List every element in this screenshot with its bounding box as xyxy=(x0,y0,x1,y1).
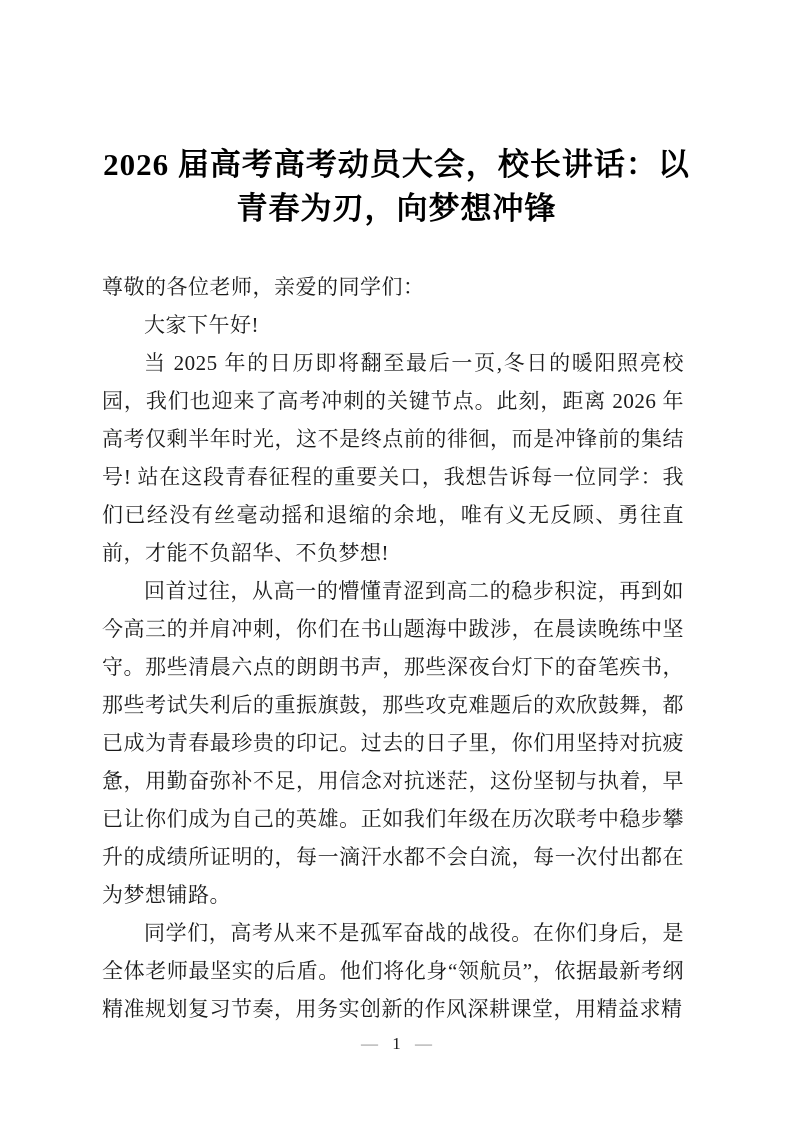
title-line-2: 青春为刃，向梦想冲锋 xyxy=(236,191,557,226)
footer-dash-right: — xyxy=(415,1034,432,1053)
paragraph: 回首过往，从高一的懵懂青涩到高二的稳步积淀，再到如今高三的并肩冲刺，你们在书山题海中跋涉，在晨读晚练中坚守。那些清晨六点的朗朗书声，那些深夜台灯下的奋笔疾书，那些考试失利后的重振旗鼓，那些攻克难题后的欢欣鼓舞，都已成为青春最珍贵的印记。过去的日子里，你们用坚持对抗疲惫，用勤奋弥补不足，用信念对抗迷茫，这份坚韧与执着，早已让你们成为自己的英雄。正如我们年级在历次联考中稳步攀升的成绩所证明的，每一滴汗水都不会白流，每一次付出都在为梦想铺路。 xyxy=(102,579,684,907)
paragraph: 尊敬的各位老师，亲爱的同学们： xyxy=(102,275,425,299)
paragraph: 当 2025 年的日历即将翻至最后一页,冬日的暖阳照亮校园，我们也迎来了高考冲刺的关键节点。此刻，距离 2026 年高考仅剩半年时光，这不是终点前的徘徊，而是冲锋前的集结号! 站在这段青春征程的重要关口，我想告诉每一位同学：我们已经没有丝毫动摇和退缩的余地，唯有义无反顾、勇往直前，才能不负韶华、不负梦想! xyxy=(102,351,684,565)
footer-dash-left: — xyxy=(361,1034,378,1053)
title-line-1: 2026 届高考高考动员大会，校长讲话：以 xyxy=(103,147,690,182)
page-number: 1 xyxy=(392,1034,401,1053)
page-footer xyxy=(0,1032,793,1056)
paragraph: 同学们，高考从来不是孤军奋战的战役。在你们身后，是全体老师最坚实的后盾。他们将化身“领航员”，依据最新考纲精准规划复习节奏，用务实创新的作风深耕课堂，用精益求精 xyxy=(102,921,684,1021)
paragraph: 大家下午好! xyxy=(144,313,259,337)
document-body xyxy=(102,268,684,1028)
document-title xyxy=(0,0,793,231)
